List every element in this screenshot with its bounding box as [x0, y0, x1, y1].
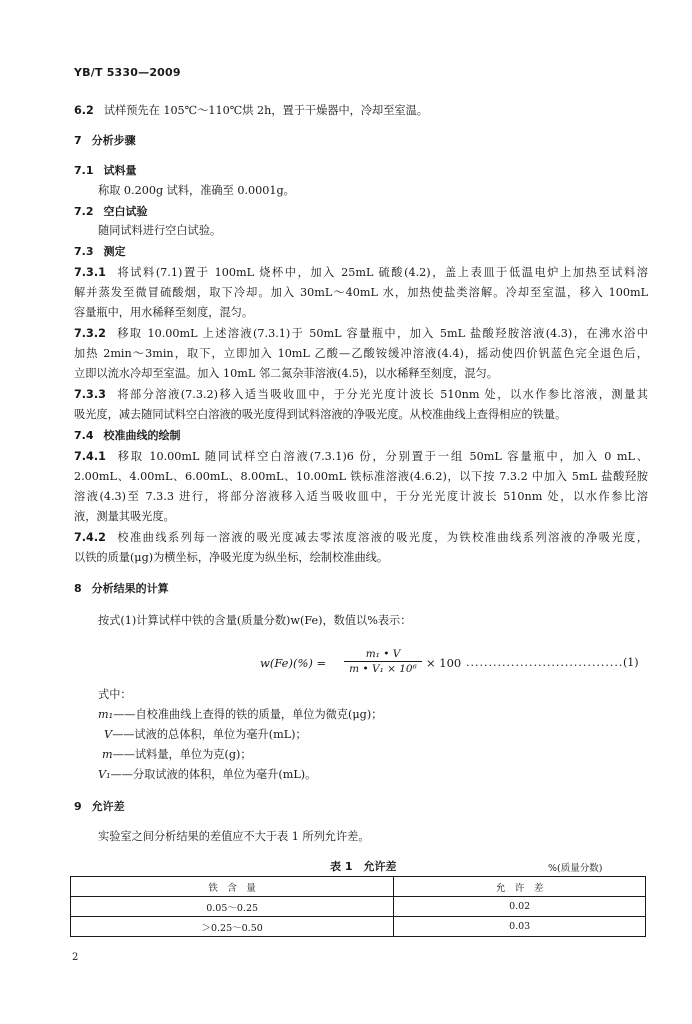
legend-item-m1	[98, 708, 382, 722]
section-7-4-1-line-1	[74, 450, 648, 464]
section-7-4-1-line-2: 2.00mL、4.00mL、6.00mL、8.00mL、10.00mL 铁标准溶液(4.6.2)，以下按 7.3.2 中加入 5mL 盐酸羟胺	[74, 470, 648, 483]
section-number: 7.3.3	[74, 388, 106, 401]
legend-item-m	[102, 748, 252, 762]
table-row	[71, 897, 646, 917]
table-row	[71, 917, 646, 937]
section-7-3-3-line-1	[74, 388, 648, 402]
section-7-4-1-line-4: 液，测量其吸光度。	[74, 510, 175, 523]
section-7-2-heading	[74, 205, 148, 219]
formula-lhs: w(Fe)(%) =	[260, 656, 327, 670]
legend-item-v1	[98, 768, 316, 782]
section-7-4-2-line-2: 以铁的质量(μg)为横坐标，净吸光度为纵坐标，绘制校准曲线。	[74, 551, 389, 564]
section-7-2-text: 随同试料进行空白试验。	[98, 224, 222, 237]
section-7-3-1-line-3: 容量瓶中，用水稀释至刻度，混匀。	[74, 306, 254, 319]
section-8-heading	[74, 582, 169, 596]
legend-intro: 式中：	[98, 688, 132, 701]
paragraph-line: 移取 10.00mL 上述溶液(7.3.1)于 50mL 容量瓶中，加入 5mL 盐酸羟胺溶液(4.3)，在沸水浴中	[115, 327, 648, 340]
section-number: 7.4	[74, 429, 94, 442]
table-cell-tolerance: 0.03	[394, 917, 646, 937]
section-7-1-heading	[74, 164, 137, 178]
table-cell-tolerance: 0.02	[394, 897, 646, 917]
legend-symbol: m	[102, 748, 113, 761]
section-7-3-heading	[74, 245, 126, 259]
legend-symbol: V₁	[98, 768, 111, 781]
section-number: 9	[74, 800, 82, 813]
section-number: 7.4.2	[74, 531, 106, 544]
paragraph-line: 移取 10.00mL 随同试样空白溶液(7.3.1)6 份，分别置于一组 50mL 容量瓶中，加入 0 mL、	[115, 450, 648, 463]
table-header-tolerance: 允 许 差	[394, 877, 646, 897]
section-number: 7.2	[74, 205, 94, 218]
formula-equation-number: (1)	[623, 656, 639, 669]
paragraph-line: 将试料(7.1)置于 100mL 烧杯中，加入 25mL 硫酸(4.2)，盖上表皿于低温电炉上加热至试料溶	[115, 266, 648, 279]
section-number: 7.3.1	[74, 266, 106, 279]
section-7-heading	[74, 134, 136, 148]
legend-text: ——自校准曲线上查得的铁的质量，单位为微克(μg)；	[113, 708, 383, 721]
paragraph-line: 将部分溶液(7.3.2)移入适当吸收皿中，于分光光度计波长 510nm 处，以水作参比溶液，测量其	[115, 388, 648, 401]
section-6-2	[74, 104, 428, 118]
section-9-text: 实验室之间分析结果的差值应不大于表 1 所列允许差。	[98, 830, 370, 843]
section-title: 试料量	[103, 164, 137, 177]
section-title: 分析结果的计算	[91, 582, 169, 595]
table-1	[70, 876, 646, 937]
legend-text: ——分取试液的体积，单位为毫升(mL)。	[110, 768, 317, 781]
section-9-heading	[74, 800, 125, 814]
section-title: 分析步骤	[91, 134, 136, 147]
section-title: 允许差	[91, 800, 125, 813]
section-7-1-text: 称取 0.200g 试料，准确至 0.0001g。	[98, 184, 295, 197]
section-7-3-2-line-2: 加热 2min～3min，取下，立即加入 10mL 乙酸—乙酸铵缓冲溶液(4.4)，摇动使四价钒蓝色完全退色后，	[74, 347, 648, 360]
section-number: 7.3	[74, 245, 94, 258]
legend-symbol: V	[104, 728, 113, 741]
legend-symbol: m₁	[98, 708, 114, 721]
section-number: 8	[74, 582, 82, 595]
formula-fraction	[344, 648, 422, 676]
table-header-iron-content: 铁 含 量	[71, 877, 394, 897]
section-7-3-2-line-3: 立即以流水冷却至室温。加入 10mL 邻二氮杂菲溶液(4.5)，以水稀释至刻度，混匀。	[74, 367, 498, 380]
section-7-3-2-line-1	[74, 327, 648, 341]
table-cell-iron-content: 0.05～0.25	[71, 897, 394, 917]
table-1-unit: %(质量分数)	[548, 863, 603, 874]
section-7-4-1-line-3: 溶液(4.3)至 7.3.3 进行，将部分溶液移入适当吸收皿中，于分光光度计波长 510nm 处，以水作参比溶	[74, 490, 648, 503]
paragraph-line: 校准曲线系列每一溶液的吸光度减去零浓度溶液的吸光度，为铁校准曲线系列溶液的净吸光度，	[115, 531, 648, 544]
legend-text: ——试液的总体积，单位为毫升(mL)；	[112, 728, 307, 741]
section-number: 7.3.2	[74, 327, 106, 340]
table-cell-iron-content: ＞0.25～0.50	[71, 917, 394, 937]
standard-code: YB/T 5330—2009	[74, 66, 181, 79]
section-text: 试样预先在 105℃～110℃烘 2h，置于干燥器中，冷却至室温。	[103, 104, 428, 117]
section-number: 7	[74, 134, 82, 147]
section-title: 空白试验	[103, 205, 148, 218]
table-1-title: 表 1 允许差	[330, 860, 397, 873]
section-7-4-heading	[74, 429, 181, 443]
section-number: 7.4.1	[74, 450, 106, 463]
page-number: 2	[72, 952, 79, 963]
section-7-3-1-line-1	[74, 266, 648, 280]
section-title: 测定	[103, 245, 126, 258]
legend-text: ——试料量，单位为克(g)；	[112, 748, 252, 761]
table-header-row	[71, 877, 646, 897]
section-title: 校准曲线的绘制	[103, 429, 181, 442]
legend-item-v	[104, 728, 307, 742]
formula-denominator: m • V₁ × 10⁶	[349, 663, 417, 675]
section-number: 7.1	[74, 164, 94, 177]
section-7-4-2-line-1	[74, 531, 648, 545]
formula-multiplier: × 100	[426, 656, 462, 670]
formula-numerator: m₁ • V	[344, 648, 422, 662]
formula-leader-dots: ...................................	[466, 656, 624, 669]
section-8-intro: 按式(1)计算试样中铁的含量(质量分数)w(Fe)，数值以%表示：	[98, 614, 412, 627]
section-7-3-3-line-2: 吸光度，减去随同试料空白溶液的吸光度得到试料溶液的净吸光度。从校准曲线上查得相应的铁量。	[74, 408, 567, 421]
section-7-3-1-line-2: 解并蒸发至微冒硫酸烟，取下冷却。加入 30mL～40mL 水，加热使盐类溶解。冷却至室温，移入 100mL	[74, 286, 648, 299]
section-number: 6.2	[74, 104, 94, 117]
